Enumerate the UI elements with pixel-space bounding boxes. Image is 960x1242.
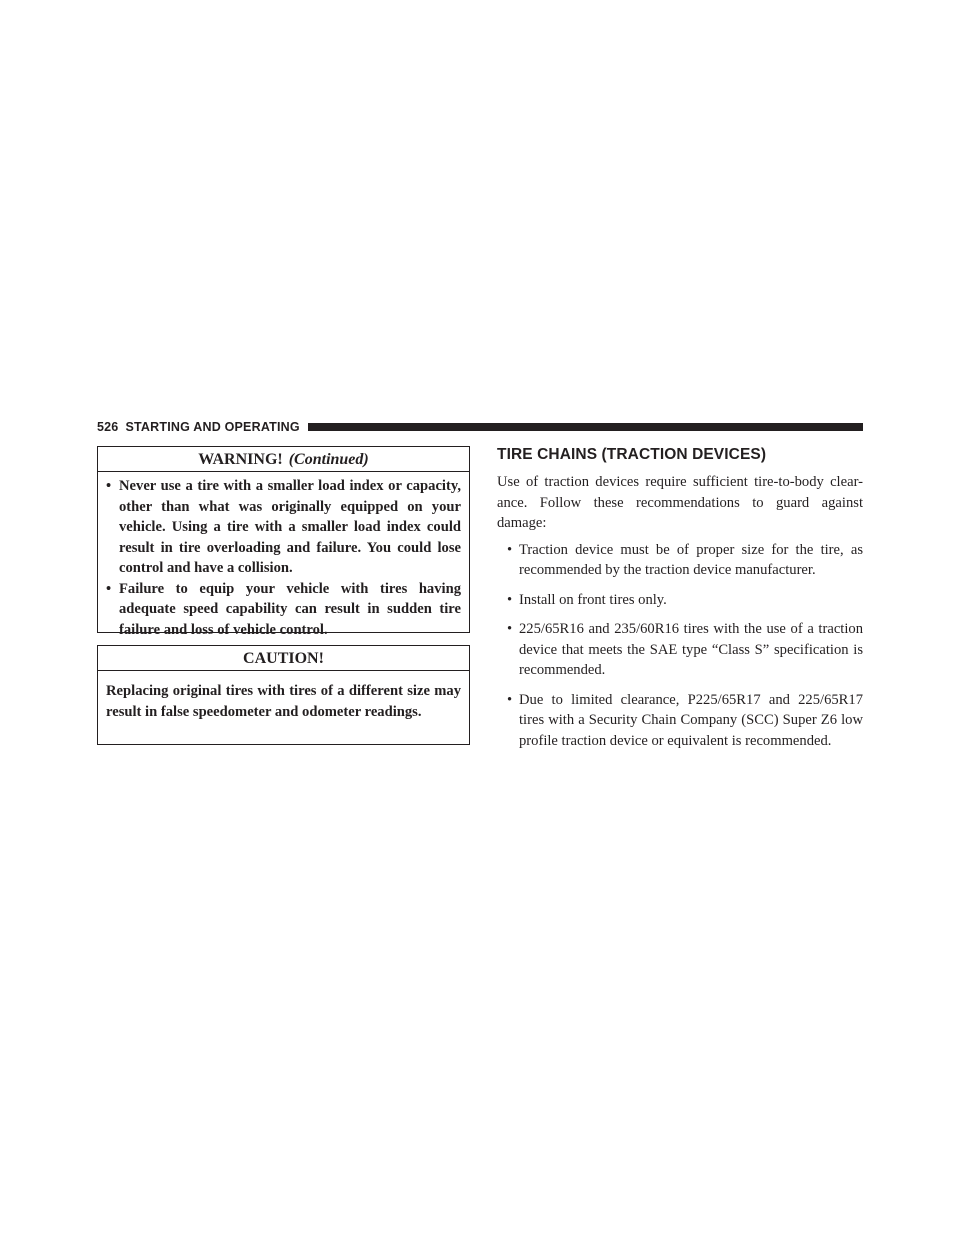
- tire-chains-section: [497, 445, 863, 760]
- recommendation-text: Traction device must be of proper size for the tire, as recommended by the traction device manufacturer.: [519, 541, 863, 578]
- bullet-icon: •: [106, 478, 112, 494]
- recommendation-text: Install on front tires only.: [519, 591, 667, 608]
- warning-item-text: Never use a tire with a smaller load index or capacity, other than what was originally equipped on your vehicle. Using a tire with a smaller load index could result in tire overloading and failure. You could lose control and have a collision.: [119, 478, 461, 576]
- list-item: [106, 579, 461, 641]
- bullet-icon: •: [507, 541, 513, 558]
- warning-title: [98, 447, 469, 472]
- caution-text: Replacing original tires with tires of a different size may result in false speedometer and odometer readings.: [106, 683, 461, 720]
- recommendations-list: [497, 540, 863, 752]
- warning-list: [98, 472, 469, 640]
- intro-paragraph: Use of traction devices require sufficient tire-to-body clear- ance. Follow these recommendations to guard against damage:: [497, 474, 863, 531]
- bullet-icon: •: [507, 621, 513, 637]
- bullet-icon: •: [507, 691, 513, 708]
- list-item: [497, 590, 863, 611]
- list-item: [497, 690, 863, 752]
- list-item: [497, 540, 863, 581]
- warning-box: [97, 446, 470, 638]
- bullet-icon: •: [106, 580, 112, 597]
- bullet-icon: •: [507, 591, 513, 608]
- header-rule: [308, 423, 863, 431]
- section-title: STARTING AND OPERATING: [125, 420, 300, 434]
- warning-title-text: WARNING!: [198, 451, 283, 468]
- warning-title-suffix: (Continued): [288, 451, 369, 468]
- section-heading: TIRE CHAINS (TRACTION DEVICES): [497, 446, 767, 463]
- list-item: [106, 476, 461, 579]
- caution-title: CAUTION!: [98, 646, 469, 671]
- warning-item-text: Failure to equip your vehicle with tires having adequate speed capability can result in sudden tire failure and loss of vehicle control.: [119, 580, 461, 638]
- recommendation-text: 225/65R16 and 235/60R16 tires with the use of a traction device that meets the SAE type “Class S” specification is recommended.: [519, 621, 863, 678]
- caution-box: [97, 645, 470, 745]
- recommendation-text: Due to limited clearance, P225/65R17 and 225/65R17 tires with a Security Chain Company (SCC) Super Z6 low profile traction device or equivalent is recommended.: [519, 691, 863, 749]
- list-item: [497, 619, 863, 681]
- page-number: 526: [97, 420, 119, 434]
- running-header: [97, 420, 863, 434]
